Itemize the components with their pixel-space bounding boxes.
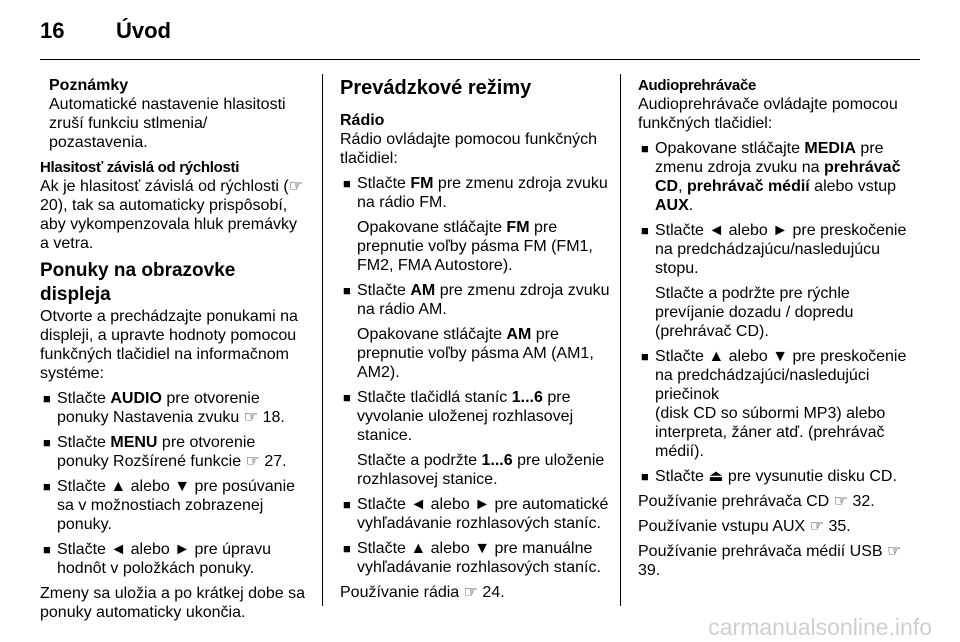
bullet-icon: ■ [343,541,351,556]
note-text: Automatické nastavenie hlasitosti zruší funkciu stlmenia/ pozastavenia. [49,96,286,151]
list-item: ■ Stlačte tlačidlá staníc 1...6 pre vyvolanie uloženej rozhlasovej stanice. [343,389,574,444]
media-key: MEDIA [804,140,856,157]
sub-text: Opakovane stláčajte AM pre prepnutie voľby pásma AM (AM1, AM2). [357,326,594,381]
bullet-icon: ■ [43,542,51,557]
audio-key: AUDIO [110,390,162,407]
display-menus-text: Otvorte a prechádzajte ponukami na displeji, a upravte hodnoty pomocou funkčných tlačidiel na informačnom systéme: [40,308,298,382]
note-title: Poznámky [49,77,129,94]
aux-usage-ref: Používanie vstupu AUX ☞ 35. [638,518,851,535]
bullet-icon: ■ [641,469,649,484]
bullet-icon: ■ [641,349,649,364]
list-item: ■ Opakovane stláčajte MEDIA pre zmenu zdroja zvuku na prehrávač CD, prehrávač médií alebo vstup AUX. [641,140,901,214]
list-item: ■ Stlačte AM pre zmenu zdroja zvuku na rádio AM. [343,282,610,318]
am-key: AM [410,282,436,299]
column-left [40,76,310,628]
fm-key: FM [410,175,434,192]
bullet-icon: ■ [343,283,351,298]
list-item: ■ Stlačte ▲ alebo ▼ pre preskočenie na predchádzajúci/nasledujúci priečinok (disk CD so súbormi MP3) alebo interpreta, žáner atď. (prehrávač médií). [641,348,907,460]
list-item: ■ Stlačte ▲ alebo ▼ pre posúvanie sa v možnostiach zobrazenej ponuky. [43,478,296,533]
page-header [40,18,920,48]
radio-usage-ref: Používanie rádia ☞ 24. [340,584,505,601]
bullet-icon: ■ [343,497,351,512]
audio-players-text: Audioprehrávače ovládajte pomocou funkčných tlačidiel: [638,96,898,132]
menu-key: MENU [110,434,158,451]
bullet-icon: ■ [343,390,351,405]
column-divider-1 [322,74,323,606]
list-item: ■ Stlačte ▲ alebo ▼ pre manuálne vyhľadávanie rozhlasových staníc. [343,540,601,576]
list-item: ■ Stlačte ◄ alebo ► pre úpravu hodnôt v položkách ponuky. [43,541,272,577]
sub-text: Stlačte a podržte 1...6 pre uloženie rozhlasovej stanice. [357,452,605,488]
header-rule [40,59,920,60]
bullet-icon: ■ [43,479,51,494]
radio-heading: Rádio [340,112,385,129]
sub-text: Stlačte a podržte pre rýchle prevíjanie dozadu / dopredu (prehrávač CD). [655,285,854,340]
note-box [49,76,310,152]
page-title: Úvod [116,18,171,43]
closing-text: Zmeny sa uložia a po krátkej dobe sa ponuky automaticky ukončia. [40,585,306,621]
section-heading: Prevádzkové režimy [340,77,532,99]
list-item: ■ Stlačte ⏏ pre vysunutie disku CD. [641,468,897,485]
list-item: ■ Stlačte AUDIO pre otvorenie ponuky Nastavenia zvuku ☞ 18. [43,390,285,426]
display-menus-heading: Ponuky na obrazovke displeja [40,260,236,305]
sub-text: Opakovane stláčajte FM pre prepnutie voľby pásma FM (FM1, FM2, FMA Autostore). [357,219,593,274]
column-middle [340,76,612,608]
column-right [638,76,910,586]
usb-usage-ref: Používanie prehrávača médií USB ☞ 39. [638,543,902,579]
list-item: ■ Stlačte MENU pre otvorenie ponuky Rozšírené funkcie ☞ 27. [43,434,287,470]
watermark: carmanualsonline.info [708,614,932,640]
page-number: 16 [40,18,65,43]
speed-volume-heading: Hlasitosť závislá od rýchlosti [40,159,240,176]
list-item: ■ Stlačte ◄ alebo ► pre preskočenie na predchádzajúcu/nasledujúcu stopu. [641,222,907,277]
audio-players-heading: Audioprehrávače [638,77,757,94]
cd-usage-ref: Používanie prehrávača CD ☞ 32. [638,493,875,510]
bullet-icon: ■ [641,223,649,238]
list-item: ■ Stlačte FM pre zmenu zdroja zvuku na rádio FM. [343,175,608,211]
speed-volume-text: Ak je hlasitosť závislá od rýchlosti (☞ 20), tak sa automaticky prispôsobí, aby vykompenzovala hluk premávky a vetra. [40,178,304,252]
bullet-icon: ■ [343,176,351,191]
bullet-icon: ■ [43,435,51,450]
bullet-icon: ■ [641,141,649,156]
column-divider-2 [620,74,621,606]
bullet-icon: ■ [43,391,51,406]
radio-text: Rádio ovládajte pomocou funkčných tlačidiel: [340,131,598,167]
list-item: ■ Stlačte ◄ alebo ► pre automatické vyhľadávanie rozhlasových staníc. [343,496,609,532]
station-keys: 1...6 [511,389,543,406]
